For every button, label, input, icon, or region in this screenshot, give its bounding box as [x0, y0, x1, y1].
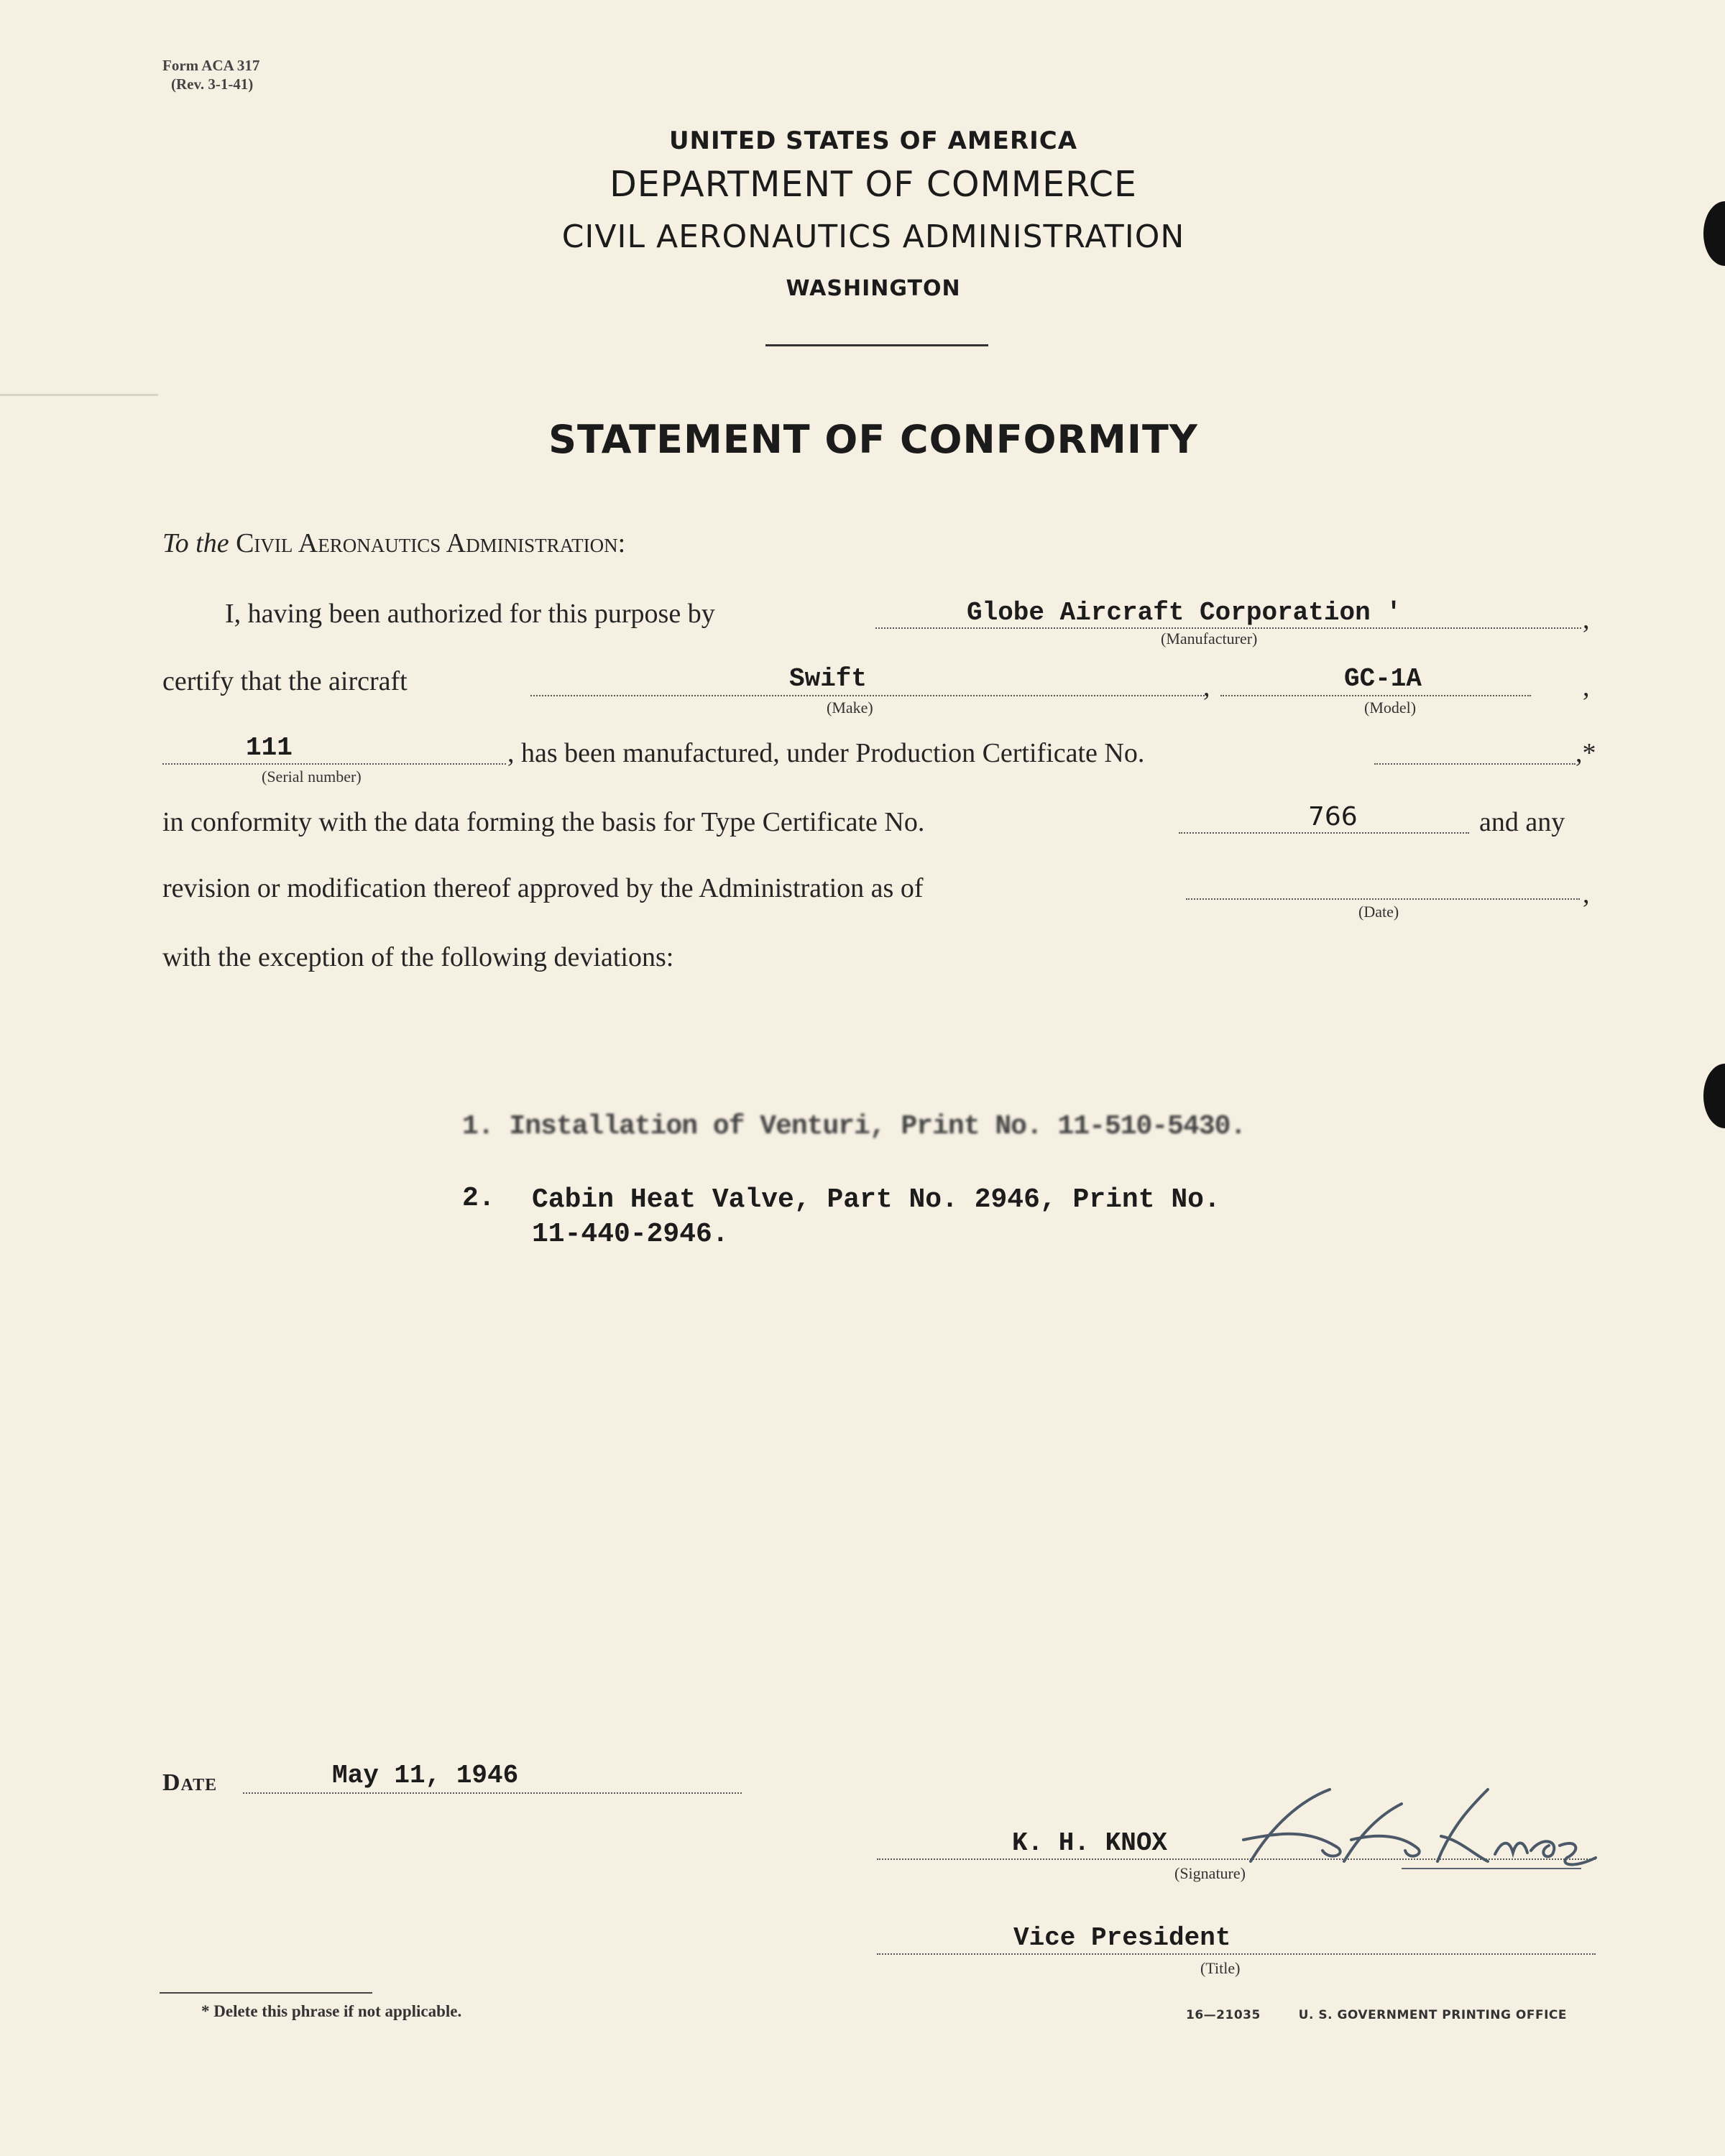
caption-make: (Make): [827, 699, 873, 717]
statement-line-4-end: and any: [1479, 807, 1565, 837]
form-id: [162, 56, 259, 93]
caption-serial: (Serial number): [262, 768, 362, 786]
addressee: [162, 528, 625, 559]
handwritten-signature: [1222, 1761, 1610, 1883]
deviation-number: 2.: [462, 1183, 495, 1214]
manufacturer-field[interactable]: [875, 627, 1581, 629]
statement-line-2: certify that the aircraft: [162, 666, 408, 696]
form-revision: (Rev. 3-1-41): [171, 75, 254, 93]
manufacturer-value: Globe Aircraft Corporation ': [967, 598, 1402, 627]
header-divider: [765, 344, 988, 346]
type-cert-value: 766: [1308, 802, 1358, 831]
footnote: * Delete this phrase if not applicable.: [201, 2002, 462, 2020]
punch-hole-bottom: [1703, 1064, 1725, 1128]
comma-2: ,: [1203, 672, 1210, 702]
statement-line-3: , has been manufactured, under Production Certificate No.: [507, 738, 1145, 768]
caption-manufacturer: (Manufacturer): [1161, 630, 1258, 648]
production-cert-field[interactable]: [1374, 763, 1576, 765]
header-department: DEPARTMENT OF COMMERCE: [610, 164, 1137, 205]
comma-3: ,: [1583, 672, 1590, 702]
make-value: Swift: [789, 664, 868, 694]
deviation-text: [532, 1183, 1220, 1252]
footnote-divider: [160, 1992, 372, 1994]
print-code: 16—21035: [1186, 2008, 1261, 2022]
statement-line-4: in conformity with the data forming the basis for Type Certificate No.: [162, 807, 925, 837]
struck-deviation: 1. Installation of Venturi, Print No. 11-510-5430.: [462, 1111, 1246, 1142]
caption-model: (Model): [1364, 699, 1417, 717]
date-label: Date: [162, 1769, 218, 1796]
printer-name: U. S. GOVERNMENT PRINTING OFFICE: [1298, 2008, 1567, 2022]
header-city: WASHINGTON: [786, 276, 961, 301]
date-field[interactable]: [243, 1792, 742, 1794]
type-cert-field[interactable]: [1179, 832, 1469, 834]
statement-line-1: I, having been authorized for this purpose by: [225, 599, 715, 629]
comma-asterisk: ,*: [1576, 738, 1596, 768]
approval-date-field[interactable]: [1186, 898, 1580, 900]
statement-line-6: with the exception of the following deviations:: [162, 942, 674, 972]
title-value: Vice President: [1013, 1923, 1231, 1953]
caption-date: (Date): [1358, 903, 1399, 921]
statement-line-5: revision or modification thereof approved by the Administration as of: [162, 873, 924, 903]
header-agency: CIVIL AERONAUTICS ADMINISTRATION: [561, 218, 1185, 255]
print-info: [1186, 2008, 1567, 2022]
comma-4: ,: [1583, 879, 1590, 909]
caption-signature: (Signature): [1174, 1864, 1246, 1882]
serial-field[interactable]: [162, 763, 506, 765]
date-value: May 11, 1946: [332, 1761, 519, 1790]
form-number: Form ACA 317: [162, 57, 260, 74]
comma-1: ,: [1583, 604, 1590, 635]
caption-title: (Title): [1200, 1959, 1241, 1977]
addressee-name: Civil Aeronautics Administration:: [236, 528, 626, 558]
deviation-line-1: Cabin Heat Valve, Part No. 2946, Print No.: [532, 1184, 1220, 1215]
title-field[interactable]: [877, 1953, 1596, 1955]
deviation-line-2: 11-440-2946.: [532, 1219, 729, 1250]
model-value: GC-1A: [1344, 664, 1422, 694]
signer-name: K. H. KNOX: [1012, 1828, 1168, 1858]
serial-value: 111: [246, 733, 293, 763]
model-field[interactable]: [1220, 695, 1531, 696]
page-title: STATEMENT OF CONFORMITY: [548, 417, 1198, 462]
header-country: UNITED STATES OF AMERICA: [668, 126, 1078, 155]
fold-mark: [0, 394, 158, 396]
addressee-prefix: To the: [162, 528, 229, 558]
make-field[interactable]: [530, 695, 1205, 696]
